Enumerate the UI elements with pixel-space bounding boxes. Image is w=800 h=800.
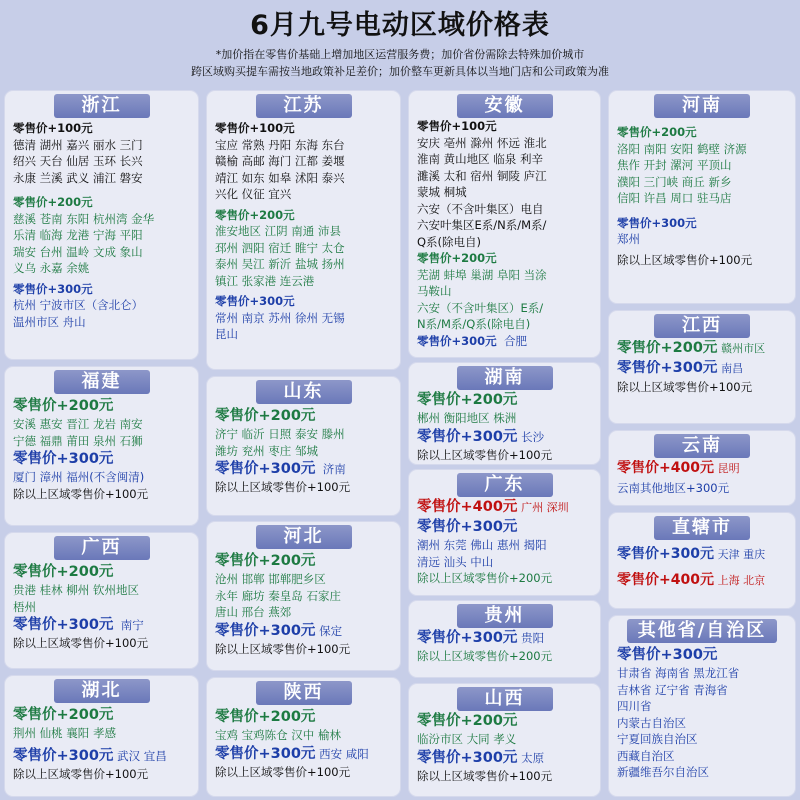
city-line: 六安叶集区E系/N系/M系/: [417, 218, 547, 232]
city-line: 唐山 邢台 燕郊: [215, 605, 292, 619]
card-guangdong: [408, 469, 601, 596]
province-title: 安徽: [457, 94, 553, 118]
price-tier: 零售价+300元: [215, 622, 316, 639]
city-line: 太原: [521, 750, 545, 765]
card-shanxi: [408, 683, 601, 797]
province-title: 山东: [256, 380, 352, 404]
city-line: Q系(除电自): [417, 234, 482, 249]
price-tier: 零售价+100元: [215, 121, 295, 135]
city-line: 梧州: [13, 599, 36, 614]
province-title: 广西: [54, 536, 150, 560]
card-others: [608, 615, 796, 797]
card-hunan: [408, 362, 601, 465]
price-tier: 零售价+300元: [215, 745, 316, 762]
city-line: 永年 廊坊 秦皇岛 石家庄: [215, 588, 341, 603]
rest-note: 除以上区域零售价+200元: [417, 571, 553, 585]
city-line: 四川省: [617, 699, 652, 713]
rest-note: 除以上区域零售价+100元: [13, 766, 149, 781]
card-henan: [608, 90, 796, 304]
province-title: 山西: [457, 687, 553, 711]
province-title: 陕西: [256, 681, 352, 705]
rest-note: 除以上区域零售价+100元: [417, 768, 553, 783]
city-line: N系/M系/Q系(除电自): [417, 317, 531, 331]
price-tier: 零售价+300元: [13, 747, 114, 764]
price-tier: 零售价+400元: [617, 460, 714, 476]
card-yunnan: [608, 430, 796, 506]
city-line: 贵港 桂林 柳州 钦州地区: [13, 583, 139, 597]
city-line: 济南: [322, 462, 346, 476]
card-jiangxi: [608, 310, 796, 424]
city-line: 信阳 许昌 周口 驻马店: [617, 191, 732, 205]
province-title: 浙江: [54, 94, 150, 118]
rest-note: 除以上区域零售价+100元: [617, 252, 753, 267]
city-line: 广州 深圳: [521, 501, 569, 514]
province-title: 直辖市: [654, 516, 750, 540]
city-line: 瑞安 台州 温岭 文成 象山: [13, 244, 143, 259]
price-tier: 零售价+300元: [417, 428, 518, 445]
city-line: 安溪 惠安 晋江 龙岩 南安: [13, 417, 143, 431]
province-title: 福建: [54, 370, 150, 394]
price-tier: 零售价+300元: [13, 281, 93, 296]
city-line: 焦作 开封 漯河 平顶山: [617, 158, 732, 172]
city-line: 长沙: [521, 429, 545, 444]
city-line: 南昌: [721, 361, 744, 375]
price-tier: 零售价+300元: [417, 630, 518, 646]
price-tier: 零售价+300元: [617, 647, 718, 663]
province-title: 其他省/自治区: [627, 619, 777, 643]
city-line: 邳州 泗阳 宿迁 睢宁 太仓: [215, 240, 345, 255]
price-tier: 零售价+300元: [417, 333, 497, 348]
city-line: 泰州 吴江 新沂 盐城 扬州: [215, 257, 345, 271]
province-title: 湖北: [54, 679, 150, 703]
note-line-2: 跨区域购买提车需按当地政策补足差价；加价整车更新具体以当地门店和公司政策为准: [191, 65, 609, 78]
price-tier: 零售价+200元: [215, 408, 316, 424]
card-shandong: [206, 376, 401, 516]
card-zhejiang: [4, 90, 199, 360]
card-shaanxi: [206, 677, 401, 797]
card-municipal: [608, 512, 796, 609]
price-tier: 零售价+100元: [13, 121, 93, 135]
city-line: 德清 湖州 嘉兴 丽水 三门: [13, 137, 143, 152]
city-line: 新疆维吾尔自治区: [617, 765, 709, 779]
city-line: 昆明: [717, 462, 740, 475]
price-tier: 零售价+400元: [417, 499, 518, 515]
city-line: 昆山: [215, 327, 238, 341]
rest-note: 除以上区域零售价+200元: [417, 649, 553, 663]
card-hubei: [4, 675, 199, 797]
province-title: 江苏: [256, 94, 352, 118]
city-line: 郑州: [617, 232, 640, 246]
city-line: 绍兴 天台 仙居 玉环 长兴: [13, 154, 143, 168]
city-line: 清远 汕头 中山: [417, 554, 494, 569]
city-line: 永康 兰溪 武义 浦江 磐安: [13, 170, 143, 185]
price-tier: 零售价+200元: [417, 713, 518, 729]
city-line: 杭州 宁波市区（含北仑）: [13, 298, 144, 312]
city-line: 镇江 张家港 连云港: [215, 273, 315, 288]
city-line: 济宁 临沂 日照 泰安 滕州: [215, 427, 345, 441]
city-line: 蒙城 桐城: [417, 185, 467, 199]
city-line: 兴化 仪征 宜兴: [215, 187, 292, 201]
page-title: 6月九号电动区域价格表: [250, 10, 550, 41]
city-line: 慈溪 苍南 东阳 杭州湾 金华: [13, 211, 155, 226]
page-header: [0, 0, 800, 88]
city-line: 甘肃省 海南省 黑龙江省: [617, 666, 740, 680]
city-line: 南宁: [120, 618, 144, 632]
province-title: 贵州: [457, 604, 553, 628]
city-line: 义乌 永嘉 余姚: [13, 261, 90, 275]
city-line: 沧州 邯郸 邯郸肥乡区: [215, 572, 326, 586]
city-line: 宝应 常熟 丹阳 东海 东台: [215, 137, 345, 152]
city-line: 淮安地区 江阴 南通 沛县: [215, 224, 341, 238]
price-tier: 零售价+300元: [417, 749, 518, 766]
price-tier: 零售价+200元: [215, 553, 316, 569]
price-tier: 零售价+200元: [617, 340, 718, 356]
city-line: 郴州 衡阳地区 株洲: [417, 411, 517, 425]
city-line: 合肥: [503, 333, 527, 348]
city-line: 马鞍山: [417, 284, 452, 298]
province-title: 云南: [654, 434, 750, 458]
city-line: 内蒙古自治区: [617, 715, 686, 730]
city-line: 天津 重庆: [717, 548, 766, 561]
price-tier: 零售价+200元: [215, 709, 316, 725]
city-line: 西藏自治区: [617, 748, 675, 763]
city-line: 宁夏回族自治区: [617, 732, 698, 746]
city-line: 贵阳: [521, 631, 545, 645]
city-line: 赣州市区: [721, 342, 766, 355]
price-tier: 零售价+300元: [617, 546, 714, 562]
province-title: 江西: [654, 314, 750, 338]
city-line: 六安（不含叶集区）电自: [417, 201, 544, 216]
city-line: 濉溪 太和 宿州 铜陵 庐江: [417, 168, 547, 183]
card-jiangsu: [206, 90, 401, 370]
city-line: 保定: [319, 623, 343, 638]
city-line: 濮阳 三门峡 商丘 新乡: [617, 174, 732, 189]
card-hebei: [206, 521, 401, 671]
price-tier: 零售价+200元: [617, 125, 697, 139]
note-line-1: *加价指在零售价基础上增加地区运营服务费；加价省份需除去特殊加价城市: [215, 48, 585, 61]
city-line: 西安 咸阳: [319, 746, 369, 761]
card-guangxi: [4, 532, 199, 669]
rest-note: 除以上区域零售价+100元: [417, 447, 553, 462]
city-line: 上海 北京: [717, 573, 766, 587]
city-line: 温州市区 舟山: [13, 314, 86, 329]
city-line: 乐清 临海 龙港 宁海 平阳: [13, 228, 143, 242]
price-tier: 零售价+300元: [13, 617, 114, 633]
rest-note: 云南其他地区+300元: [617, 480, 730, 495]
city-line: 厦门 漳州 福州(不含闽清): [13, 470, 145, 484]
price-tier: 零售价+400元: [617, 571, 714, 588]
price-tier: 零售价+300元: [215, 461, 316, 477]
city-line: 吉林省 辽宁省 青海省: [617, 682, 728, 697]
city-line: 宁德 福鼎 莆田 泉州 石狮: [13, 433, 143, 448]
price-tier: 零售价+300元: [13, 451, 114, 467]
city-line: 洛阳 南阳 安阳 鹤壁 济源: [617, 141, 747, 156]
city-line: 芜湖 蚌埠 巢湖 阜阳 当涂: [417, 267, 547, 282]
card-guizhou: [408, 600, 601, 678]
rest-note: 除以上区域零售价+100元: [215, 480, 351, 494]
price-tier: 零售价+300元: [417, 519, 518, 535]
rest-note: 除以上区域零售价+100元: [13, 486, 149, 501]
city-line: 潍坊 兖州 枣庄 邹城: [215, 443, 318, 458]
price-tier: 零售价+100元: [417, 119, 497, 133]
price-tier: 零售价+200元: [13, 195, 93, 209]
city-line: 潮州 东莞 佛山 惠州 揭阳: [417, 538, 547, 552]
price-tier: 零售价+300元: [617, 215, 697, 230]
province-title: 广东: [457, 473, 553, 497]
rest-note: 除以上区域零售价+100元: [215, 641, 351, 656]
city-line: 六安（不含叶集区）E系/: [417, 300, 544, 315]
city-line: 荆州 仙桃 襄阳 孝感: [13, 726, 116, 740]
city-line: 靖江 如东 如皋 沭阳 泰兴: [215, 170, 345, 185]
price-tier: 零售价+200元: [13, 707, 114, 723]
rest-note: 除以上区域零售价+100元: [215, 764, 351, 779]
price-tier: 零售价+300元: [617, 359, 718, 376]
city-line: 宝鸡 宝鸡陈仓 汉中 榆林: [215, 728, 341, 742]
price-tier: 零售价+200元: [13, 398, 114, 414]
card-fujian: [4, 366, 199, 526]
province-title: 河北: [256, 525, 352, 549]
city-line: 赣榆 高邮 海门 江都 姜堰: [215, 154, 345, 168]
price-tier: 零售价+200元: [13, 564, 114, 580]
price-tier: 零售价+200元: [417, 392, 518, 408]
city-line: 安庆 亳州 滁州 怀远 淮北: [417, 135, 547, 150]
price-tier: 零售价+300元: [215, 294, 295, 308]
card-anhui: [408, 90, 601, 358]
rest-note: 除以上区域零售价+100元: [617, 380, 753, 394]
city-line: 武汉 宜昌: [117, 748, 167, 763]
price-tier: 零售价+200元: [215, 207, 295, 222]
price-tier: 零售价+200元: [417, 251, 497, 265]
province-title: 湖南: [457, 366, 553, 390]
city-line: 淮南 黄山地区 临泉 利辛: [417, 152, 543, 166]
province-title: 河南: [654, 94, 750, 118]
rest-note: 除以上区域零售价+100元: [13, 636, 149, 650]
city-line: 常州 南京 苏州 徐州 无锡: [215, 310, 345, 325]
city-line: 临汾市区 大同 孝义: [417, 732, 517, 746]
